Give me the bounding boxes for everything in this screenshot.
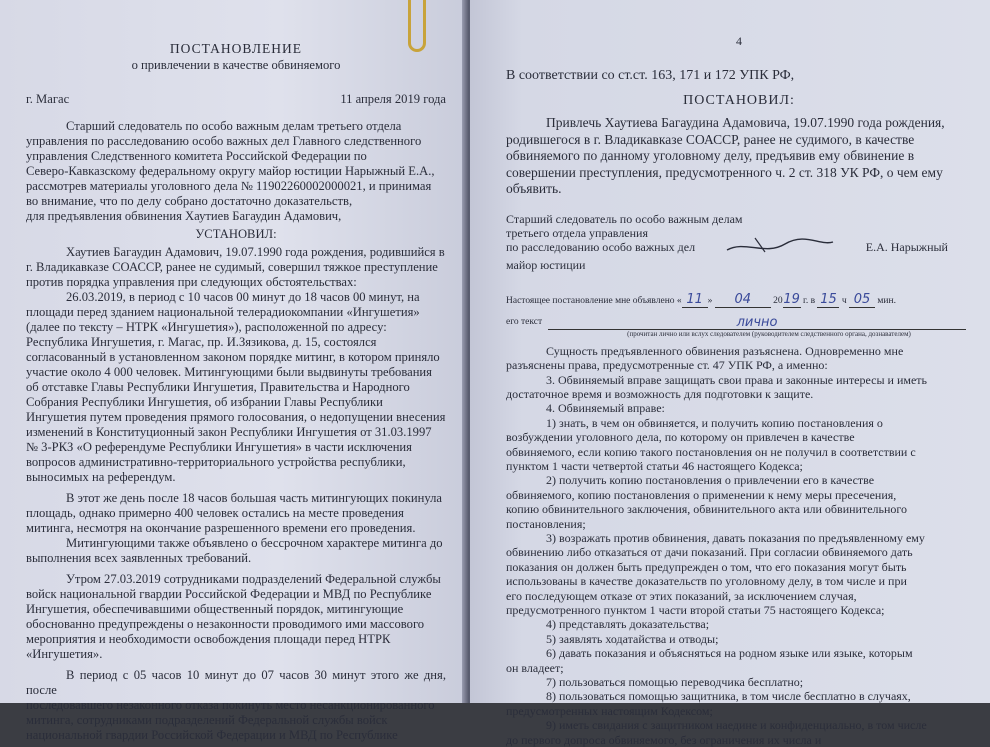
body-line: № 3-РКЗ «О референдуме Республики Ингушетия» в части исключения — [26, 440, 412, 454]
intro-line: Северо-Кавказскому федеральному округу майор юстиции Нарыжный Е.А., — [26, 164, 435, 178]
intro-paragraph — [26, 119, 446, 224]
rights-line: до первого допроса обвиняемого, без ограничения их числа и — [506, 732, 822, 747]
rights-line: достаточное время и возможность для подготовки к защите. — [506, 386, 814, 401]
body-line: Митингующими также объявлено о бессрочном характере митинга до — [66, 536, 443, 550]
intro-line: управления Следственного комитета Российской Федерации по — [26, 149, 367, 163]
intro-line: рассмотрев материалы уголовного дела № 11902260002000021, и принимая — [26, 179, 432, 193]
body-line: 26.03.2019, в период с 10 часов 00 минут до 18 часов 00 минут, на — [66, 290, 420, 304]
body-line: митинга, несмотря на окончание разрешенного времени его проведения. — [26, 521, 416, 535]
rights-line: предусмотренного пунктом 1 части второй статьи 75 настоящего Кодекса; — [506, 603, 885, 618]
rights-line: 8) пользоваться помощью защитника, в том числе бесплатно в случаях, — [546, 689, 911, 704]
body-line: Утром 27.03.2019 сотрудниками подразделений Федеральной службы — [66, 572, 441, 586]
rights-line: обвинению либо отказаться от дачи показаний. При согласии обвиняемого дать — [506, 545, 913, 560]
signatory-line: по расследованию особо важных дел — [506, 240, 696, 255]
announced-month: 04 — [715, 293, 771, 308]
decision-line: совершении преступления, предусмотренного ч. 2 ст. 318 УК РФ, о чем ему — [506, 164, 943, 180]
rights-line: предусмотренных настоящим Кодексом; — [506, 703, 713, 718]
body-line: последовавшего незаконного отказа покинуть место несанкционированного — [26, 698, 435, 712]
announced-minutes: 05 — [849, 293, 875, 308]
rights-line: 5) заявлять ходатайства и отводы; — [546, 631, 719, 646]
body-line: «Ингушетия». — [26, 647, 103, 661]
intro-line: управления по расследованию особо важных дел Главного следственного — [26, 134, 422, 148]
rights-line: 6) давать показания и объясняться на родном языке или языке, которым — [546, 646, 913, 661]
text-label: его текст — [506, 316, 543, 327]
decision-line: родившегося в г. Владикавказе СОАССР, ранее не судимого, в качестве — [506, 131, 915, 147]
place: г. Магас — [26, 92, 70, 106]
body-line: митинга, сотрудниками подразделений Федеральной службы войск — [26, 713, 388, 727]
body-line: согласованный в установленном законом порядке митинг, в котором приняло — [26, 350, 440, 364]
decision-line: обвиняемого по данному уголовному делу, предъявив ему обвинение в — [506, 148, 915, 163]
rights-line: постановления; — [506, 516, 586, 531]
body-line: площади перед зданием национальной телерадиокомпании «Ингушетия» — [26, 305, 420, 319]
announced-year-prefix: 20 — [773, 295, 783, 306]
legal-basis: В соответствии со ст.ст. 163, 171 и 172 УПК РФ, — [506, 68, 795, 83]
body-line: участие около 4 000 человек. Митингующими были выдвинуты требования — [26, 365, 432, 379]
decision-paragraph — [506, 115, 972, 198]
announcement-prefix: Настоящее постановление мне объявлено « — [506, 295, 682, 306]
document-subtitle: о привлечении в качестве обвиняемого — [131, 58, 341, 72]
announced-day: 11 — [682, 293, 708, 308]
rights-line: 4. Обвиняемый вправе: — [546, 401, 665, 416]
rights-line: 1) знать, в чем он обвиняется, и получить копию постановления о — [546, 415, 883, 430]
body-line: выносимых на референдум. — [26, 470, 176, 484]
decision-line: Привлечь Хаутиева Багаудина Адамовича, 19.07.1990 года рождения, — [546, 115, 945, 130]
rights-line: пунктом 1 части четвертой статьи 46 настоящего Кодекса; — [506, 458, 803, 473]
body-line: Собрания Республики Ингушетия, об избрании Главы Республики — [26, 395, 383, 409]
rights-line: 2) получить копию постановления о привлечении его в качестве — [546, 473, 875, 488]
body-line: В период с 05 часов 10 минут до 07 часов 30 минут этого же дня, после — [26, 668, 446, 697]
rights-line: обвиняемого, если копию такого постановления он не получил в соответствии с — [506, 444, 916, 459]
established-heading: УСТАНОВИЛ: — [195, 227, 277, 241]
announced-year-suffix: г. в — [803, 295, 816, 306]
rights-line: 3) возражать против обвинения, давать показания по предъявленному ему — [546, 531, 925, 545]
intro-line: для предъявления обвинения Хаутиев Багаудин Адамович, — [26, 209, 342, 223]
announced-minutes-suffix: мин. — [877, 295, 896, 306]
body-line: Ингушетия, обеспечивавшими общественный порядок, митингующие — [26, 602, 404, 616]
signature-mark — [725, 240, 835, 258]
rights-line: возбуждении уголовного дела, по которому он привлечен в качестве — [506, 430, 855, 445]
document-title: ПОСТАНОВЛЕНИЕ — [169, 41, 303, 56]
announced-hours-suffix: ч — [841, 295, 847, 306]
intro-line: во внимание, что по делу собрано достаточно доказательств, — [26, 194, 353, 208]
rights-block — [506, 344, 972, 747]
rights-line: разъяснены права, предусмотренные ст. 47 УПК РФ, а именно: — [506, 358, 828, 373]
body-line: Республика Ингушетия, г. Магас, пр. И.Зязикова, д. 15, состоялся — [26, 335, 377, 349]
body-line: (далее по тексту – НТРК «Ингушетия»), расположенной по адресу: — [26, 320, 387, 334]
decision-line: объявить. — [506, 181, 562, 196]
body-line: обоснованно предупреждены о незаконности проводимого ими массового — [26, 617, 425, 631]
announced-hours: 15 — [817, 293, 839, 308]
signatory-line: Старший следователь по особо важным делам — [506, 211, 743, 226]
rights-line: копию обвинительного заключения, обвинительного акта или обвинительного — [506, 502, 908, 517]
body-line: г. Владикавказе СОАССР, ранее не судимый, совершил тяжкое преступление — [26, 260, 438, 274]
body-line: мероприятия и необходимости освобождения площади перед НТРК — [26, 632, 391, 646]
body-line: вопросов административно-территориального устройства республики, — [26, 455, 406, 469]
rights-line: обвиняемого, копию постановления о применении к нему меры пресечения, — [506, 487, 897, 502]
announcement-line: Настоящее постановление мне объявлено « 11 » 04 2019 г. в 15 ч 05 мин. — [506, 291, 896, 307]
paper-clip-icon — [408, 0, 426, 52]
body-line: площадь, однако примерно 400 человек остались на месте проведения — [26, 506, 404, 520]
body-line: национальной гвардии Российской Федерации и МВД по Республике — [26, 728, 398, 742]
body-line: против порядка управления при следующих обстоятельствах: — [26, 275, 357, 289]
text-read-line — [506, 316, 972, 330]
rights-line: 7) пользоваться помощью переводчика бесплатно; — [546, 675, 804, 690]
rights-line: показания он должен быть предупрежден о том, что его показания могут быть — [506, 559, 907, 574]
body-line: Ингушетия путем проведения прямого голосования, о недопущении внесения — [26, 410, 446, 424]
right-page — [470, 0, 990, 747]
footnote: (прочитан лично или вслух следователем (руководителем следственного органа, дознавателем) — [627, 329, 911, 338]
body-line: Хаутиев Багаудин Адамович, 19.07.1990 года рождения, родившийся в — [66, 245, 445, 259]
rights-line: использованы в качестве доказательств по уголовному делу, в том числе и при — [506, 574, 907, 589]
rights-line: он владеет; — [506, 660, 564, 675]
signatory-line: майор юстиции — [506, 258, 586, 273]
signature-block — [506, 212, 972, 273]
intro-line: Старший следователь по особо важным делам третьего отдела — [66, 119, 402, 133]
rights-line: его последующем отказе от этих показаний, за исключением случая, — [506, 588, 857, 603]
date: 11 апреля 2019 года — [340, 92, 446, 106]
rights-line: 9) иметь свидания с защитником наедине и конфиденциально, в том числе — [546, 718, 927, 733]
body-line: выполнения всех заявленных требований. — [26, 551, 252, 565]
text-handwritten: лично — [548, 316, 966, 330]
resolved-heading: ПОСТАНОВИЛ: — [683, 93, 795, 108]
body-line: об отставке Главы Республики Ингушетия, Правительства и Народного — [26, 380, 410, 394]
rights-line: Сущность предъявленного обвинения разъяснена. Одновременно мне — [546, 343, 904, 358]
facts-body — [26, 245, 446, 743]
announced-year: 19 — [783, 291, 800, 307]
place-date-row — [26, 92, 446, 107]
page-number: 4 — [736, 34, 742, 48]
rights-line: 3. Обвиняемый вправе защищать свои права и законные интересы и иметь — [546, 372, 928, 387]
left-page — [0, 0, 468, 742]
rights-line: 4) представлять доказательства; — [546, 617, 710, 632]
body-line: изменений в Конституционный закон Республики Ингушетия от 31.03.1997 — [26, 425, 432, 439]
signatory-line: третьего отдела управления — [506, 225, 648, 240]
body-line: В этот же день после 18 часов большая часть митингующих покинула — [66, 491, 442, 505]
body-line: войск национальной гвардии Российской Федерации и МВД по Республике — [26, 587, 432, 601]
signatory-name: Е.А. Нарыжный — [865, 240, 948, 255]
